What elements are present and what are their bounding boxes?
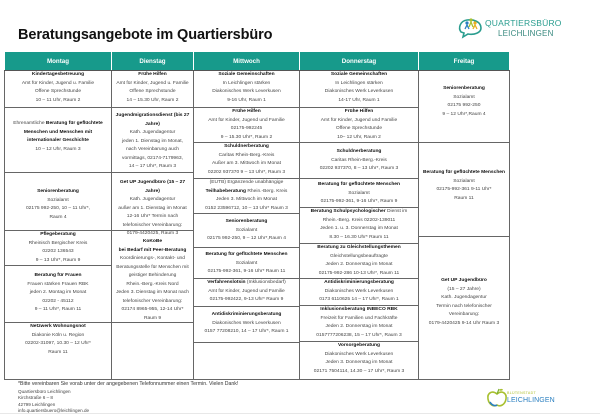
speech-bubble-people-icon: [457, 16, 485, 40]
entry-fruehe-hilfen: Frühe Hilfen Amt für Kinder, Jugend und Familie Offene Sprechstunde 10– 12 Uhr, Raum 2: [300, 107, 418, 142]
page-title: Beratungsangebote im Quartiersbüro: [18, 27, 273, 43]
logo-line-1: BLÜTENSTADT: [507, 391, 536, 395]
entry-beratung-gefluechtete: Beratung für geflüchtete Menschen Sozialamt 02175-992-361, 9-16 Uhr*, Raum 9: [300, 178, 418, 207]
entry-soziale-gemeinschaften: Soziale Gemeinschaften In Leichlingen stärken Diakonisches Werk Leverkusen 9-16 Uhr, Raum 1: [212, 72, 281, 103]
logo-line-2: LEICHLINGEN: [507, 397, 555, 404]
entry-seniorenberatung: Seniorenberatung Sozialamt 02175 992-250, 10 – 11 Uhr*, Raum 4: [5, 172, 111, 230]
logo-line-2: LEICHLINGEN: [498, 29, 554, 38]
header-mittwoch: Mittwoch: [194, 52, 300, 71]
entry-antidiskriminierungsberatung: Antidiskriminierungsberatung Diakonisches Werk Leverkusen 0173 6110625 14 – 17 Uhr*, Raum 1: [300, 278, 418, 305]
bluetenstadt-logo: [482, 388, 562, 410]
header-row: [5, 52, 510, 71]
address-block: Quartiersbüro Leichlingen Kirchstraße 6 – 8 42799 Leichlingen info.quartiersbuero@leichlingen.de: [18, 389, 90, 413]
entry-beratung-fuer-frauen: Beratung für Frauen Frauen stärken Frauen RBK jeden 2. Montag im Monat 02202 - 45112 9 – 11 Uhr*, Raum 11: [5, 265, 111, 322]
entry-seniorenberatung: Seniorenberatung Sozialamt 02175 992-250, 9 – 12 Uhr*,Raum 4: [194, 213, 299, 247]
divider: [0, 413, 600, 414]
entry-inklusionsberatung-inbeco: Inklusionsberatung INBECO RBK Freizeit für Familien und Fachkräfte Jeden 2. Donnerstag im Monat 0157777206238, 15 – 17 Uhr*, Raum 3: [300, 305, 418, 341]
entry-netzwerk-wohnungsnot: Netzwerk Wohnungsnot Diakonie Köln u. Region 02202-31097, 10.30 – 12 Uhr* Raum 11: [5, 322, 111, 358]
empty-cell: [112, 322, 193, 379]
header-donnerstag: Donnerstag: [300, 52, 419, 71]
entry-fruehe-hilfen: Frühe Hilfen Amt für Kinder, Jugend u. Familie Offene Sprechstunde 14 – 15.30 Uhr, Raum 2: [116, 72, 189, 103]
entry-pflegeberatung: Pflegeberatung Rheinisch Bergischer Kreis 02202 136543 9 – 13 Uhr*, Raum 9: [5, 230, 111, 265]
entry-teilhabeberatung: (EUTB) Ergänzende unabhängige Teilhabeberatung Rhein.-Berg. Kreis Jeden 3. Mittwoch im Monat 0152 23596712, 10 – 13 Uhr* Raum 3: [194, 178, 299, 213]
entry-soziale-gemeinschaften: Soziale Gemeinschaften In Leichlingen stärken Diakonisches Werk Leverkusen 14-17 Uhr, Raum 1: [324, 72, 394, 103]
entry-schulpsychologischer-dienst: Beratung Schulpsychologischer Dienst im Rhein.-Berg. Kreis 02202-139011 Jeden 1. u. 3. Donnerstag im Monat 8.30 – 16.30 Uhr* Raum 11: [300, 207, 418, 243]
header-freitag: Freitag: [419, 52, 510, 71]
header-dienstag: Dienstag: [112, 52, 194, 71]
entry-verfahrenslotsin: Verfahrenslotsin (Inklusionsbedarf) Amt für Kinder, Jugend und Familie 02175-992422, 9-13 Uhr* Raum 9: [194, 278, 299, 306]
entry-jugendmigrationsdienst: Jugendmigrationsdienst (bis 27 Jahre) Kath. Jugendagentur jeden 1. Dienstag im Monat, nach Vereinbarung auch vormittags, 02174-7179963, 14 – 17 Uhr*, Raum 3: [112, 107, 193, 172]
column-dienstag: [112, 71, 194, 380]
entry-schuldnerberatung: Schuldnerberatung Caritas Rhein-Berg.-Kreis Außer am 3. Mittwoch im Monat 02202 937370 9 – 13 Uhr*, Raum 3: [194, 142, 299, 178]
entry-antidiskriminierungsberatung: Antidiskriminierungsberatung Diakonisches Werk Leverkusen 0157 77208210, 14 – 17 Uhr*, Raum 1: [194, 306, 299, 342]
column-freitag: [419, 71, 510, 380]
entry-gleichstellungsthemen: Beratung zu Gleichstellungsthemen Gleichstellungsbeauftragte Jeden 2. Donnerstag im Monat 02175-992-286 10-13 Uhr*, Raum 11: [300, 243, 418, 278]
entry-get-up-jugendbuero: Get UP Jugendbüro (15 – 27 Jahre) Kath. Jugendagentur Termin nach telefonischer Vereinbarung: 0179-4420425 9-14 Uhr Raum 3: [419, 236, 509, 379]
entry-schuldnerberatung: Schuldnerberatung Caritas Rhein-Berg.-Kreis 02202 937370, 8 – 13 Uhr*, Raum 3: [300, 142, 418, 178]
column-montag: [5, 71, 112, 380]
header-montag: Montag: [5, 52, 112, 71]
entry-ehrenamtliche-beratung: Ehrenamtliche Beratung für geflüchtete Menschen und Menschen mit internationaler Geschichte 10 – 12 Uhr, Raum 3: [5, 107, 111, 172]
logo-line-1: QUARTIERSBÜRO: [485, 18, 562, 28]
entry-beratung-gefluechtete: Beratung für geflüchtete Menschen Sozialamt 02175-992-361 9-11 Uhr* Raum 11: [419, 142, 509, 236]
column-mittwoch: [194, 71, 300, 380]
apple-icon: [486, 388, 508, 408]
appointment-note: *Bitte vereinbaren Sie vorab unter der angegebenen Telefonnummer einen Termin. Vielen Dank!: [18, 381, 239, 387]
quartiersbuero-logo: [457, 16, 577, 46]
column-donnerstag: [300, 71, 419, 380]
empty-cell: [194, 342, 299, 379]
email-link[interactable]: info.quartiersbuero@leichlingen.de: [18, 407, 90, 413]
entry-kindertagesbetreuung: Kindertagesbetreuung Amt für Kinder, Jugend u. Familie Offene Sprechstunde 10 – 11 Uhr, Raum 2: [21, 72, 95, 103]
entry-vorsorgeberatung: Vorsorgeberatung Diakonisches Werk Leverkusen Jeden 3. Donnerstag im Monat 02171 7504114, 14.30 – 17 Uhr*, Raum 3: [300, 341, 418, 379]
entry-beratung-gefluechtete: Beratung für geflüchtete Menschen Sozialamt 02175-992-361, 9-16 Uhr* Raum 11: [194, 247, 299, 278]
entry-kokobe: KoKoBe bei Bedarf mit Peer-Beratung Koordinierungs-, Kontakt- und Beratungsstelle für Menschen mit geistiger Behinderung Rhein.-Berg.-Kreis Nord Jeden 3. Dienstag im Monat nach telefonischer Vereinbarung: 02174 8965-955, 12-14 Uhr* Raum 9: [112, 230, 193, 322]
entry-fruehe-hilfen: Frühe Hilfen Amt für Kinder, Jugend und Familie 02175-992245 9 – 15.30 Uhr*, Raum 2: [194, 107, 299, 142]
entry-get-up-jugendbuero: Get UP Jugendbüro (15 – 27 Jahre) Kath. Jugendagentur außer am 1. Dienstag im Monat 12-16 Uhr* Termin nach telefonischer Vereinbarung: 0179-4420425, Raum 3: [112, 172, 193, 230]
entry-seniorenberatung: Seniorenberatung Sozialamt 02175 992-250 9 – 12 Uhr*,Raum 4: [442, 86, 486, 117]
schedule-table: [4, 51, 510, 380]
